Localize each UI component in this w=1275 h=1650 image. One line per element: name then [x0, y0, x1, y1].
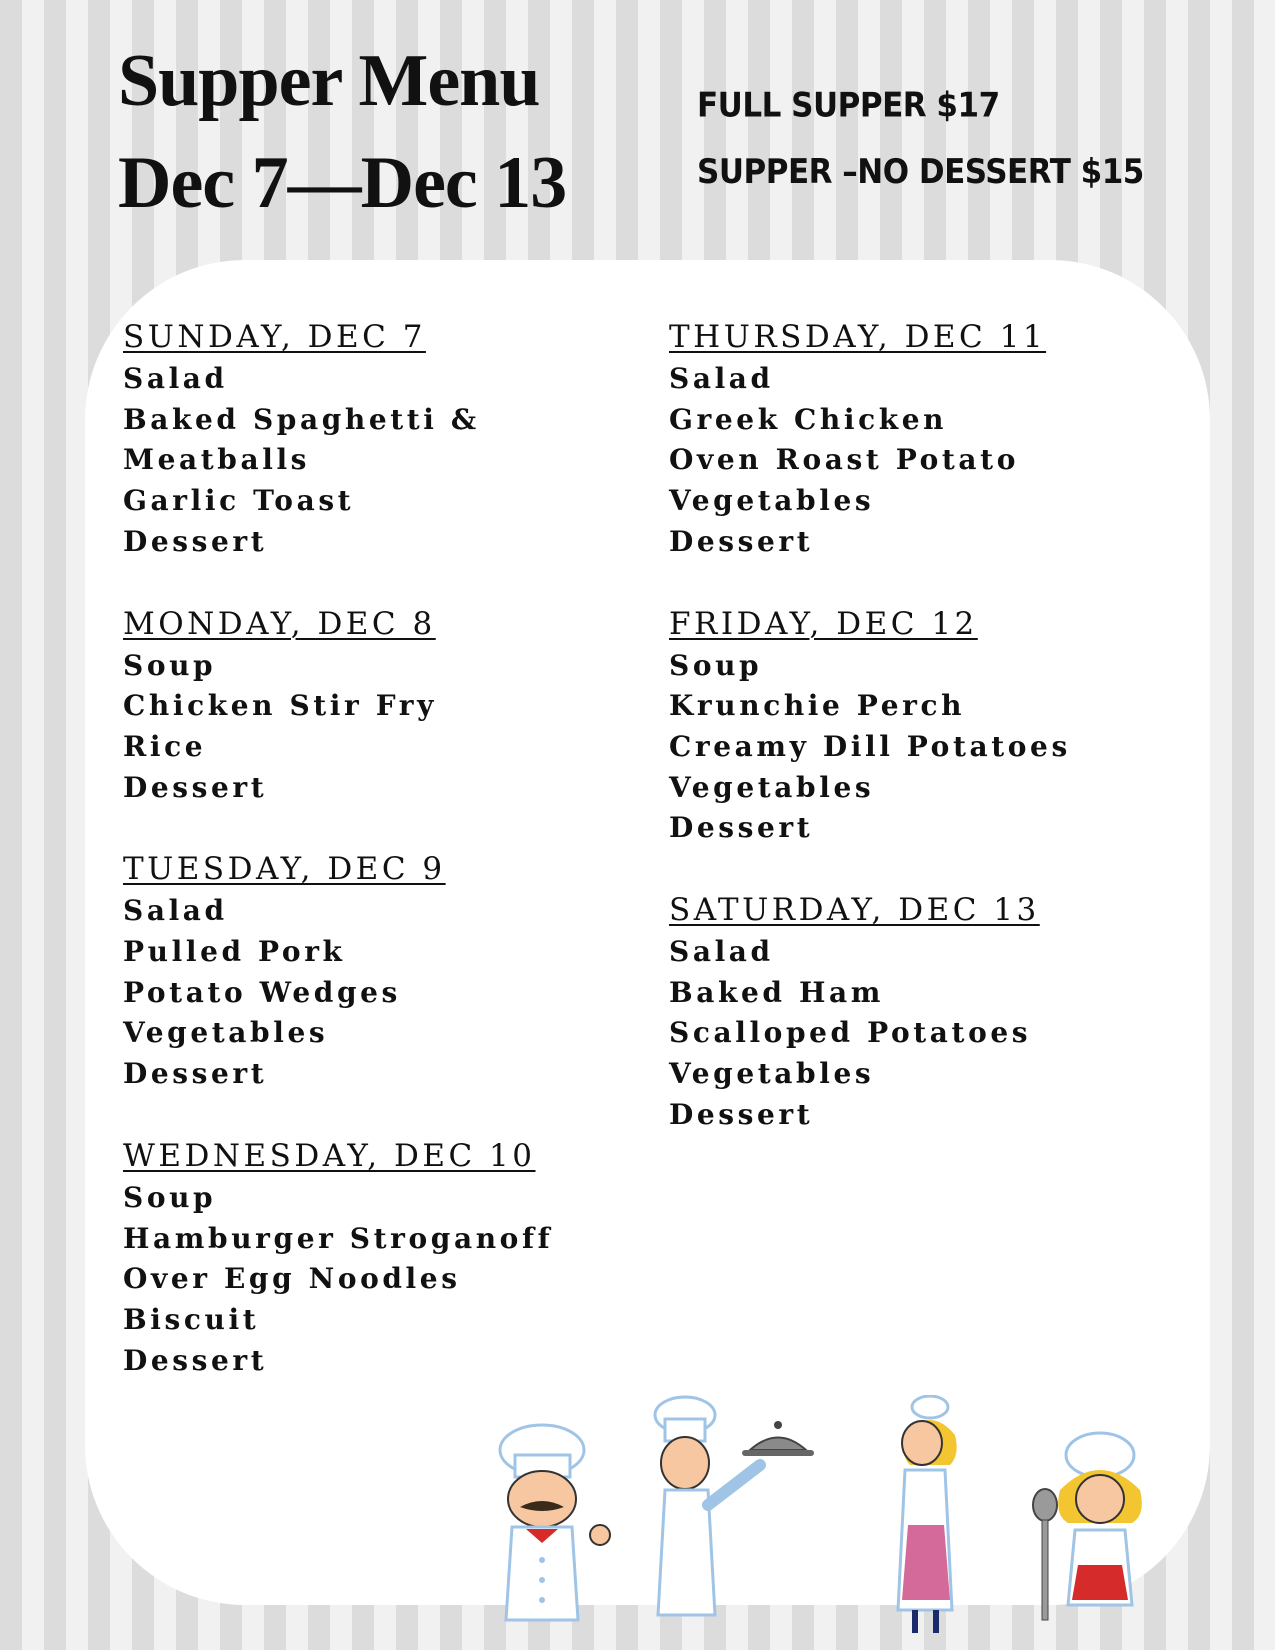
- menu-item: Dessert: [669, 811, 814, 845]
- menu-item: Vegetables: [669, 770, 875, 804]
- menu-item: Dessert: [123, 1057, 268, 1091]
- menu-item: Oven Roast Potato: [669, 443, 1019, 477]
- chefs-illustration-icon: [460, 1395, 1180, 1635]
- menu-item: Pulled Pork: [123, 935, 346, 969]
- day-heading: WEDNESDAY, DEC 10: [123, 1137, 536, 1174]
- price-no-dessert: SUPPER –NO DESSERT $15: [697, 153, 1144, 192]
- menu-item: Creamy Dill Potatoes: [669, 729, 1071, 763]
- menu-title: [118, 30, 566, 234]
- menu-item: Salad: [123, 894, 228, 928]
- menu-item: Potato Wedges: [123, 975, 401, 1009]
- title-line-1: Supper Menu: [118, 40, 540, 122]
- menu-column-left: [123, 317, 643, 1422]
- menu-item: Dessert: [669, 1097, 814, 1131]
- menu-item: Baked Spaghetti &: [123, 402, 480, 436]
- menu-day: [669, 317, 1189, 563]
- menu-item: Scalloped Potatoes: [669, 1016, 1032, 1050]
- menu-item: Dessert: [669, 524, 814, 558]
- menu-item: Salad: [669, 362, 774, 395]
- day-heading: FRIDAY, DEC 12: [669, 605, 978, 642]
- menu-item: Salad: [123, 362, 228, 395]
- menu-item: Meatballs: [123, 443, 311, 477]
- title-line-2: Dec 7—Dec 13: [118, 142, 567, 224]
- menu-item: Krunchie Perch: [669, 689, 966, 723]
- menu-item: Vegetables: [123, 1016, 329, 1050]
- menu-item: Vegetables: [669, 1057, 875, 1091]
- menu-day: [669, 890, 1189, 1136]
- day-heading: SUNDAY, DEC 7: [123, 319, 426, 355]
- menu-item: Garlic Toast: [123, 484, 355, 518]
- chef-lady-icon: [898, 1396, 957, 1633]
- day-heading: THURSDAY, DEC 11: [669, 319, 1047, 355]
- menu-day: [123, 604, 643, 809]
- menu-item: Rice: [123, 729, 207, 763]
- menu-item: Soup: [669, 648, 763, 682]
- chef-girl-icon: [1033, 1433, 1142, 1620]
- chef-mustache-icon: [500, 1425, 610, 1620]
- menu-item: Greek Chicken: [669, 402, 948, 436]
- menu-item: Soup: [123, 1180, 217, 1214]
- menu-item: Dessert: [123, 524, 268, 558]
- day-heading: MONDAY, DEC 8: [123, 605, 436, 642]
- menu-item: Soup: [123, 648, 217, 682]
- price-full-supper: FULL SUPPER $17: [697, 86, 1000, 125]
- menu-day: [669, 604, 1189, 850]
- menu-item: Chicken Stir Fry: [123, 689, 437, 723]
- menu-item: Dessert: [123, 770, 268, 804]
- menu-item: Vegetables: [669, 484, 875, 518]
- day-heading: TUESDAY, DEC 9: [123, 851, 446, 888]
- menu-day: [123, 317, 643, 563]
- menu-item: Biscuit: [123, 1302, 260, 1336]
- chef-cloche-icon: [655, 1397, 814, 1615]
- menu-item: Hamburger Stroganoff: [123, 1221, 554, 1255]
- menu-day: [123, 849, 643, 1095]
- menu-day: [123, 1136, 643, 1382]
- menu-item: Dessert: [123, 1343, 268, 1377]
- menu-item: Baked Ham: [669, 975, 884, 1009]
- menu-column-right: [669, 317, 1189, 1177]
- menu-item: Over Egg Noodles: [123, 1262, 461, 1296]
- menu-item: Salad: [669, 935, 774, 969]
- price-list: [697, 72, 1144, 206]
- day-heading: SATURDAY, DEC 13: [669, 892, 1040, 929]
